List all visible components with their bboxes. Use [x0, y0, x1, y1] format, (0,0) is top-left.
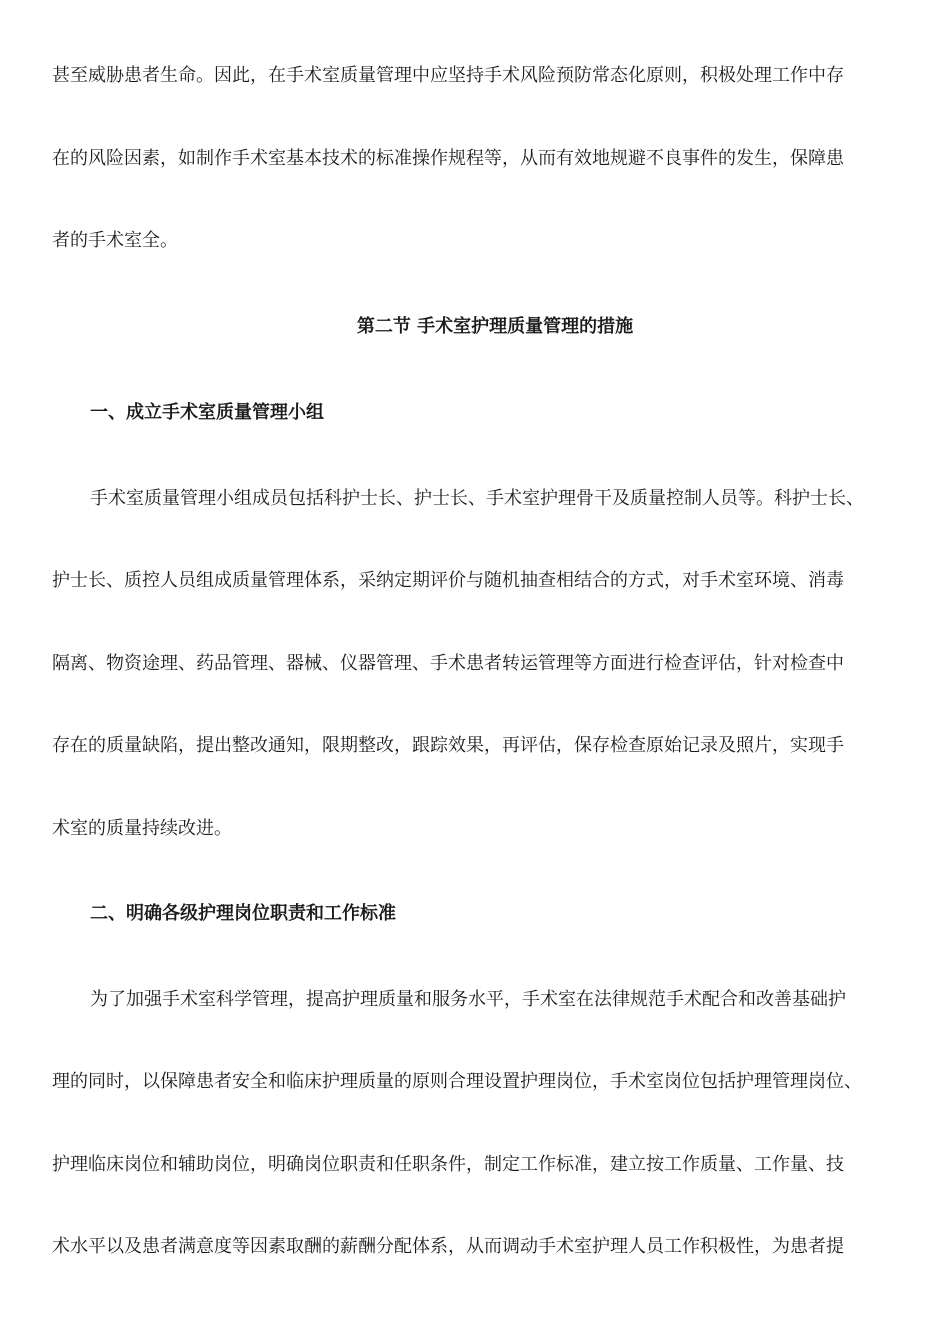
intro-line-1: 甚至威胁患者生命。因此，在手术室质量管理中应坚持手术风险预防常态化原则，积极处理工作中存	[52, 65, 844, 86]
para1-line-1: 手术室质量管理小组成员包括科护士长、护士长、手术室护理骨干及质量控制人员等。科护士长、	[90, 488, 864, 509]
heading-2: 二、明确各级护理岗位职责和工作标准	[90, 903, 396, 924]
para2-line-2: 理的同时，以保障患者安全和临床护理质量的原则合理设置护理岗位，手术室岗位包括护理管理岗位、	[52, 1071, 862, 1092]
intro-line-3: 者的手术室全。	[52, 230, 178, 251]
para2-line-1: 为了加强手术室科学管理，提高护理质量和服务水平，手术室在法律规范手术配合和改善基础护	[90, 989, 846, 1010]
para2-line-3: 护理临床岗位和辅助岗位，明确岗位职责和任职条件，制定工作标准，建立按工作质量、工作量、技	[52, 1154, 844, 1175]
para1-line-4: 存在的质量缺陷，提出整改通知，限期整改，跟踪效果，再评估，保存检查原始记录及照片，实现手	[52, 735, 844, 756]
heading-1: 一、成立手术室质量管理小组	[90, 402, 324, 423]
para1-line-3: 隔离、物资途理、药品管理、器械、仪器管理、手术患者转运管理等方面进行检查评估，针对检查中	[52, 653, 844, 674]
intro-line-2: 在的风险因素，如制作手术室基本技术的标准操作规程等，从而有效地规避不良事件的发生，保障患	[52, 148, 844, 169]
para1-line-5: 术室的质量持续改进。	[52, 818, 232, 839]
section-title: 第二节 手术室护理质量管理的措施	[356, 316, 634, 337]
para2-line-4: 术水平以及患者满意度等因素取酬的薪酬分配体系，从而调动手术室护理人员工作积极性，为患者提	[52, 1236, 844, 1257]
para1-line-2: 护士长、质控人员组成质量管理体系，采纳定期评价与随机抽查相结合的方式，对手术室环境、消毒	[52, 570, 844, 591]
